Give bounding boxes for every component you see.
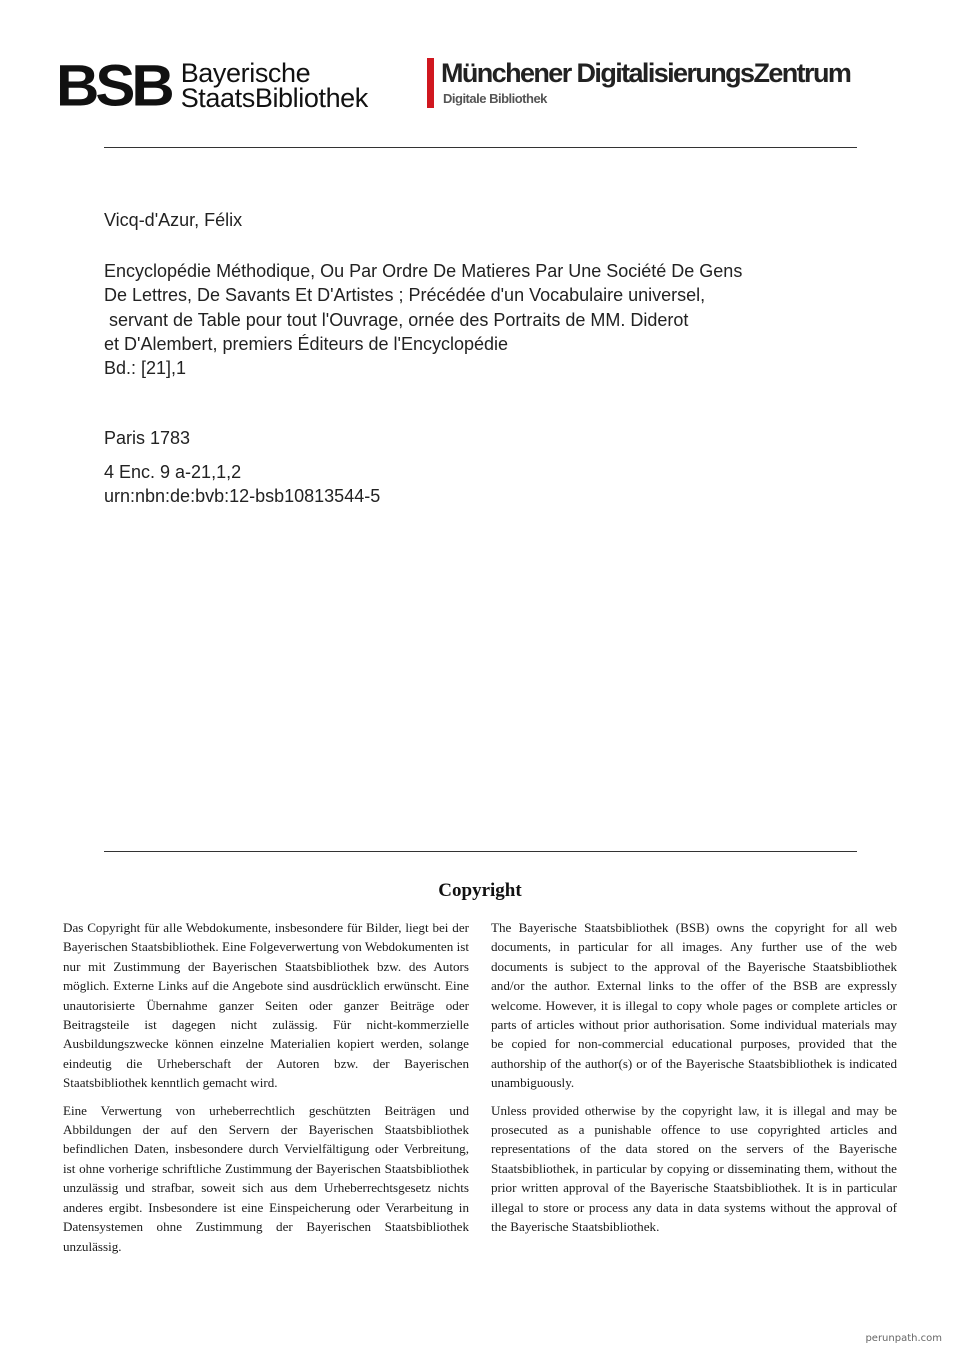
author: Vicq-d'Azur, Félix [104,210,243,230]
middle-divider [104,851,857,852]
copyright-german [63,918,469,1264]
copyright-heading: Copyright [438,880,522,901]
bsb-logo-text [180,58,368,113]
work-title-line: et D'Alembert, premiers Éditeurs de l'Encyclopédie [104,333,509,354]
bsb-logo-line1: Bayerische [180,58,311,88]
work-title-line: servant de Table pour tout l'Ouvrage, ornée des Portraits de MM. Diderot [104,309,689,330]
place-year: Paris 1783 [104,428,191,448]
copyright-german-paragraph: Eine Verwertung von urheberrechtlich geschützten Beiträgen und Abbildungen der auf den Servern der Bayerischen Staatsbibliothek befindlichen Daten, insbesondere durch Vervielfältigung oder Verbreitung, ist ohne vorherige schriftliche Zustimmung der Bayerischen Staatsbibliothek unzulässig und strafbar, soweit sich aus dem Urheberrechtsgesetz nichts anderes ergibt. Insbesondere ist eine Einspeicherung oder Verarbeitung in Datensystemen ohne Zustimmung der Bayerischen Staatsbibliothek unzulässig. [63,1102,469,1254]
work-title-line: De Lettres, De Savants Et D'Artistes ; Précédée d'un Vocabulaire universel, [104,285,706,306]
copyright-english-paragraph: The Bayerische Staatsbibliothek (BSB) owns the copyright for all web documents, in particular for all images. Any further use of the web documents is subject to the approval of the Bayerische Staatsbibliothek and/or the author. External links to the offer of the BSB are expressly welcome. However, it is illegal to copy whole pages or complete articles or parts of articles without prior authorisation. Some individual materials may be copied for non-commercial educational purposes, provided that the authorship of the author(s) or of the Bayerische Staatsbibliothek is indicated unambiguously. [491,920,897,1091]
mdz-logo-subtitle: Digitale Bibliothek [443,91,547,106]
bsb-logo [56,52,368,119]
shelfmark: 4 Enc. 9 a-21,1,2 [104,462,242,482]
watermark: perunpath.com [865,1333,942,1344]
copyright-english-paragraph: Unless provided otherwise by the copyright law, it is illegal and may be prosecuted as a punishable offence to use copyrighted articles and representations of the data stored on the servers of the Bayerische Staatsbibliothek, in particular by copying or disseminating them, without the prior written approval of the Bayerische Staatsbibliothek. It is in particular illegal to store or process any data in data systems without the approval of the Bayerische Staatsbibliothek. [491,1102,897,1235]
volume-line: Bd.: [21],1 [104,358,187,379]
bsb-logo-mark: BSB [56,52,171,119]
bsb-logo-line2: StaatsBibliothek [180,83,368,113]
mdz-logo-bar [427,58,434,108]
copyright-german-paragraph: Das Copyright für alle Webdokumente, insbesondere für Bilder, liegt bei der Bayerischen Staatsbibliothek. Eine Folgeverwertung von Webdokumenten ist nur mit Zustimmung der Bayerischen Staatsbibliothek bzw. des Autors möglich. Externe Links auf die Angebote sind ausdrücklich erwünscht. Eine unautorisierte Übernahme ganzer Seiten oder ganzer Beiträge oder Beitragsteile ist dagegen nicht zulässig. Für nicht-kommerzielle Ausbildungszwecke können einzelne Materialien kopiert werden, solange eindeutig die Urheberschaft der Autoren bzw. der Bayerischen Staatsbibliothek kenntlich gemacht wird. [63,920,469,1091]
top-divider [104,147,857,148]
work-title [104,259,844,380]
urn: urn:nbn:de:bvb:12-bsb10813544-5 [104,486,381,506]
work-title-line: Encyclopédie Méthodique, Ou Par Ordre De Matieres Par Une Société De Gens [104,261,743,281]
copyright-english [491,918,897,1245]
mdz-logo-title: Münchener DigitalisierungsZentrum [441,58,851,88]
